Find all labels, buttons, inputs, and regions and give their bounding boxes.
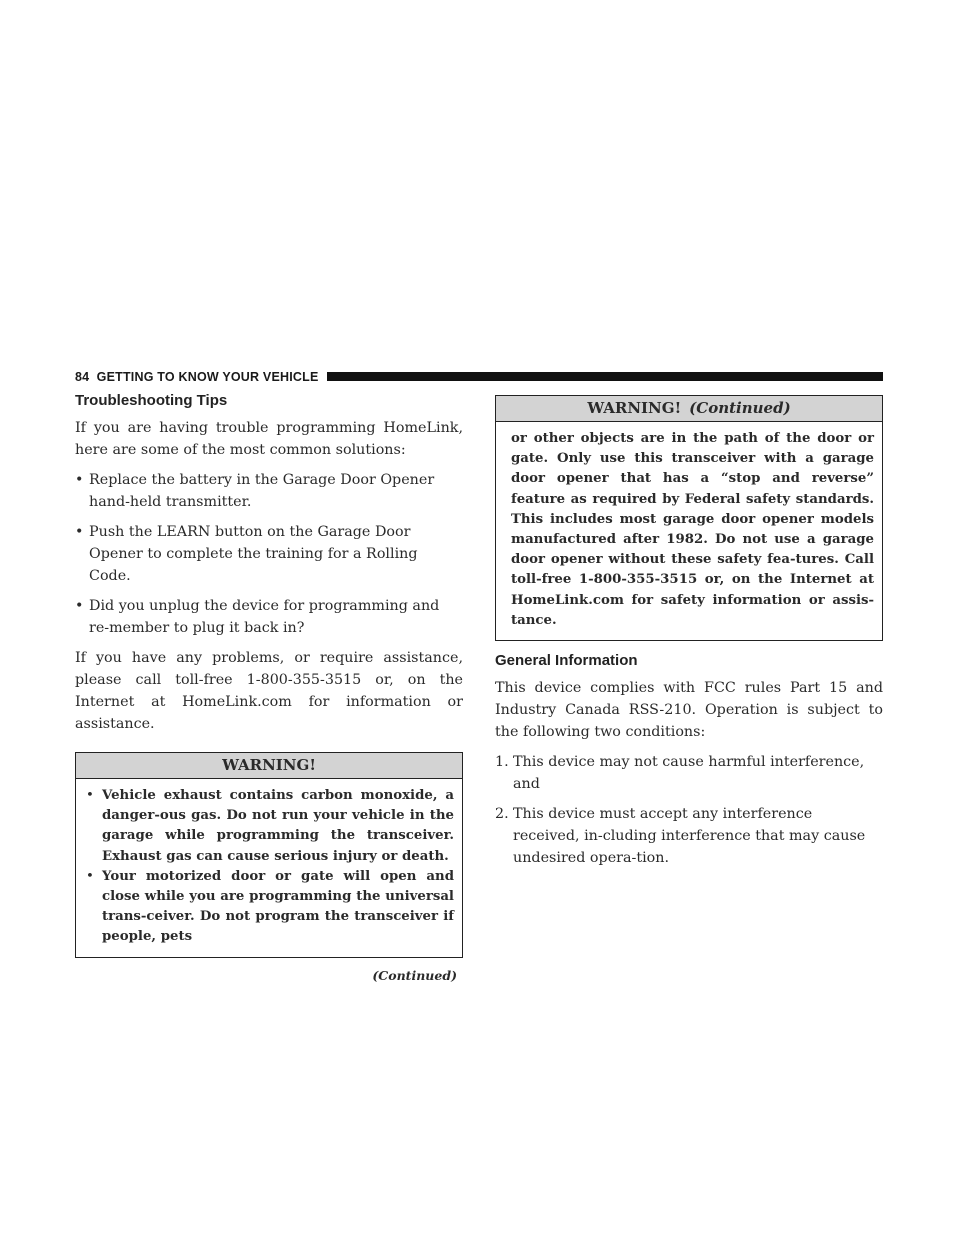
warning-item-text: Vehicle exhaust contains carbon monoxide, a danger-ous gas. Do not run your vehicle in the garage while programming the transceiver. Exhaust gas can cause serious injury or death. <box>102 788 454 864</box>
warning-title-text: WARNING! <box>587 399 682 417</box>
warning-item <box>86 867 454 948</box>
bullet-icon: • <box>75 598 84 614</box>
troubleshooting-intro: If you are having trouble programming HomeLink, here are some of the most common solutions: <box>75 420 463 458</box>
list-item <box>75 469 463 513</box>
list-item <box>495 803 883 869</box>
troubleshooting-list <box>75 469 463 639</box>
left-column <box>75 388 463 983</box>
list-item <box>495 751 883 795</box>
section-title: GETTING TO KNOW YOUR VEHICLE <box>96 370 319 384</box>
list-item-text: Replace the battery in the Garage Door Opener hand-held transmitter. <box>89 472 435 510</box>
right-column <box>495 388 883 869</box>
bullet-icon: • <box>75 472 84 488</box>
list-item <box>75 521 463 587</box>
list-item <box>75 595 463 639</box>
warning-title <box>76 753 462 779</box>
general-information-intro: This device complies with FCC rules Part 15 and Industry Canada RSS-210. Operation is subject to the following two conditions: <box>495 680 883 741</box>
list-number: 2. <box>495 806 509 823</box>
continued-label: (Continued) <box>372 967 457 983</box>
warning-continued-title <box>496 396 882 422</box>
warning-item-text: Your motorized door or gate will open and close while you are programming the universal trans-ceiver. Do not program the transceiver if people, pets <box>102 868 454 945</box>
bullet-icon: • <box>86 868 94 884</box>
bullet-icon: • <box>75 524 84 540</box>
page-header <box>75 369 883 387</box>
page-number: 84 <box>75 370 90 384</box>
assistance-text: If you have any problems, or require assistance, please call toll-free 1-800-355-3515 or, on the Internet at HomeLink.com for information or assistance. <box>75 650 463 732</box>
warning-continued-body: or other objects are in the path of the door or gate. Only use this transceiver with a garage door opener that has a “stop and reverse” feature as required by Federal safety standards. This includes most garage door opener models manufactured after 1982. Do not use a garage door opener without these safety fea-tures. Call toll-free 1-800-355-3515 or, on the Internet at HomeLink.com for safety information or assis-tance. <box>511 431 874 628</box>
bullet-icon: • <box>86 788 94 803</box>
warning-item <box>86 786 454 867</box>
general-information-heading: General Information <box>495 652 638 670</box>
warning-box <box>75 752 463 958</box>
list-item-text: This device must accept any interference received, in-cluding interference that may cause undesired opera-tion. <box>513 806 866 867</box>
warning-title-text: WARNING! <box>222 756 316 774</box>
list-number: 1. <box>495 754 509 771</box>
conditions-list <box>495 751 883 869</box>
warning-continued-label: (Continued) <box>689 399 791 417</box>
list-item-text: This device may not cause harmful interference, and <box>513 754 865 793</box>
list-item-text: Did you unplug the device for programming and re-member to plug it back in? <box>89 598 440 636</box>
page-header-label <box>75 370 327 384</box>
troubleshooting-heading: Troubleshooting Tips <box>75 392 228 409</box>
list-item-text: Push the LEARN button on the Garage Door Opener to complete the training for a Rolling Code. <box>89 524 418 584</box>
warning-continued-box <box>495 395 883 641</box>
warning-body <box>76 779 462 957</box>
